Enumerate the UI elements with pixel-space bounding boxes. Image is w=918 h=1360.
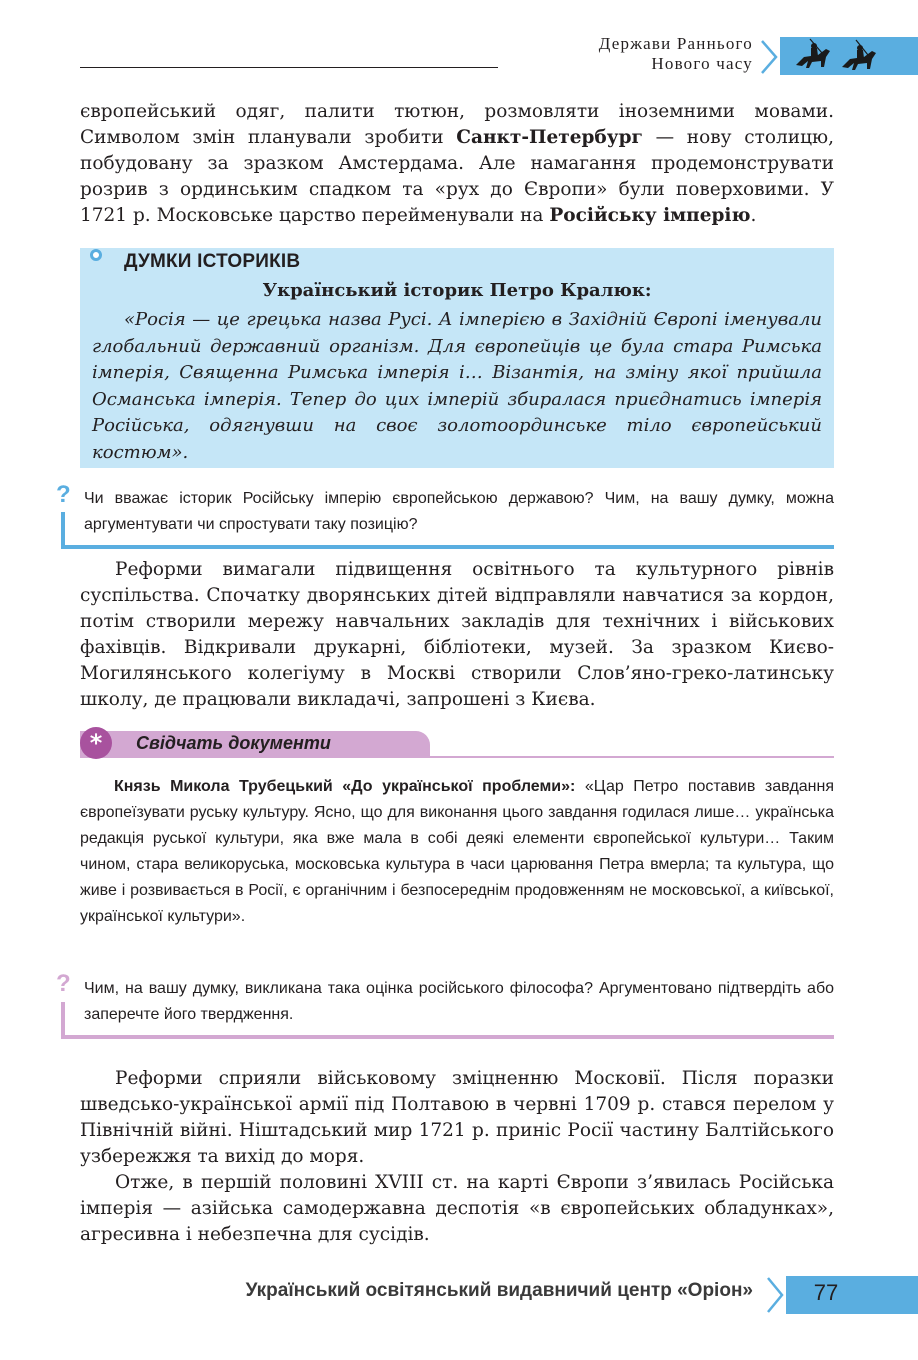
question2-rule [61,1035,834,1039]
question-mark-icon: ? [56,481,71,508]
header-rule [80,67,498,68]
question-bar [61,1002,65,1038]
document-quote [80,774,834,930]
intro-text-part3: . [750,205,757,226]
military-paragraph: Реформи сприяли військовому зміцненню Московії. Після поразки шведсько-української армії під Полтавою в червні 1709 р. стався перелом у Північній війні. Ніштадський мир 1721 р. приніс Росії частину Балтійського узбережжя та вихід до моря. [80,1068,834,1167]
historian-author: Український історик Петро Кралюк: [262,280,652,301]
question2-text: Чим, на вашу думку, викликана така оцінка російського філософа? Аргументовано підтвердіть або заперечте його твердження. [84,980,834,1023]
page-number: 77 [813,1280,839,1305]
header-chevron-icon [760,39,778,75]
historian-quote: «Росія — це грецька назва Русі. А імперією в Західній Європі іменували глобальний державний організм. Для європейців це була стара Римська імперія, Священна Римська імперія і… Візантія, на зміну якої прийшла Османська імперія. Тепер до цих імперій збиралася приєднатись імперія Російська, одягнувши на своє золотоординське тіло європейський костюм». [92,309,822,463]
question-mark-icon: ? [56,970,71,997]
question1-text: Чи вважає історик Російську імперію європейською державою? Чим, на вашу думку, можна аргументувати чи спростувати таку позицію? [84,490,834,533]
chapter-title-line2: Нового часу [651,54,753,73]
intro-text-part2: — нову столицю, побудовану за зразком Амстердама. Але намагання продемонструвати розрив з ординським спадком та «рух до Європи» були поверховими. У 1721 р. Московське царство перейменували на [80,127,834,226]
historians-heading: ДУМКИ ІСТОРИКІВ [124,251,301,272]
document-text: «Цар Петро поставив завдання європеїзувати руську культуру. Ясно, що для виконання цього завдання годилася лише… українська редакція руської культури, яка вже мала в собі деякі елементи європейської культури… Таким чином, стара великоруська, московська культура в часи царювання Петра вмерла; та культура, що живе і розвивається в Росії, є органічним і безпосереднім продовженням не московської, а київської, української культури». [80,778,835,925]
document-source: Князь Микола Трубецький «До української проблеми»: [114,778,576,795]
question1-rule [61,545,834,549]
term-saint-petersburg: Санкт-Петербург [456,127,643,148]
horse-riders-icon [790,35,900,77]
conclusion-paragraph: Отже, в першій половині XVIII ст. на карті Європи з’явилась Російська імперія — азійська самодержавна деспотія «в європейських обладунках», агресивна і небезпечна для сусідів. [80,1172,834,1245]
term-russian-empire: Російську імперію [549,205,751,226]
publisher-name: Український освітянський видавничий центр «Оріон» [245,1280,753,1301]
chapter-title-line1: Держави Раннього [598,34,753,53]
footer-chevron-icon [766,1276,784,1314]
documents-rule [80,756,834,758]
bullet-dot-icon [90,249,102,261]
intro-paragraph [80,99,834,229]
documents-title: Свідчать документи [136,733,331,753]
chapter-title [599,34,753,74]
intro-text-part1: європейський одяг, палити тютюн, розмовляти іноземними мовами. Символом змін планували зробити [80,101,834,148]
question-bar [61,512,65,548]
star-icon: * [80,727,112,759]
education-paragraph: Реформи вимагали підвищення освітнього та культурного рівнів суспільства. Спочатку дворянських дітей відправляли навчатися за кордон, потім створили мережу навчальних закладів для технічних і військових фахівців. Відкривали друкарні, бібліотеки, музей. За зразком Києво-Могилянського колегіуму в Москві створили Слов’яно-греко-латинську школу, де працювали викладачі, запрошені з Києва. [80,559,834,710]
